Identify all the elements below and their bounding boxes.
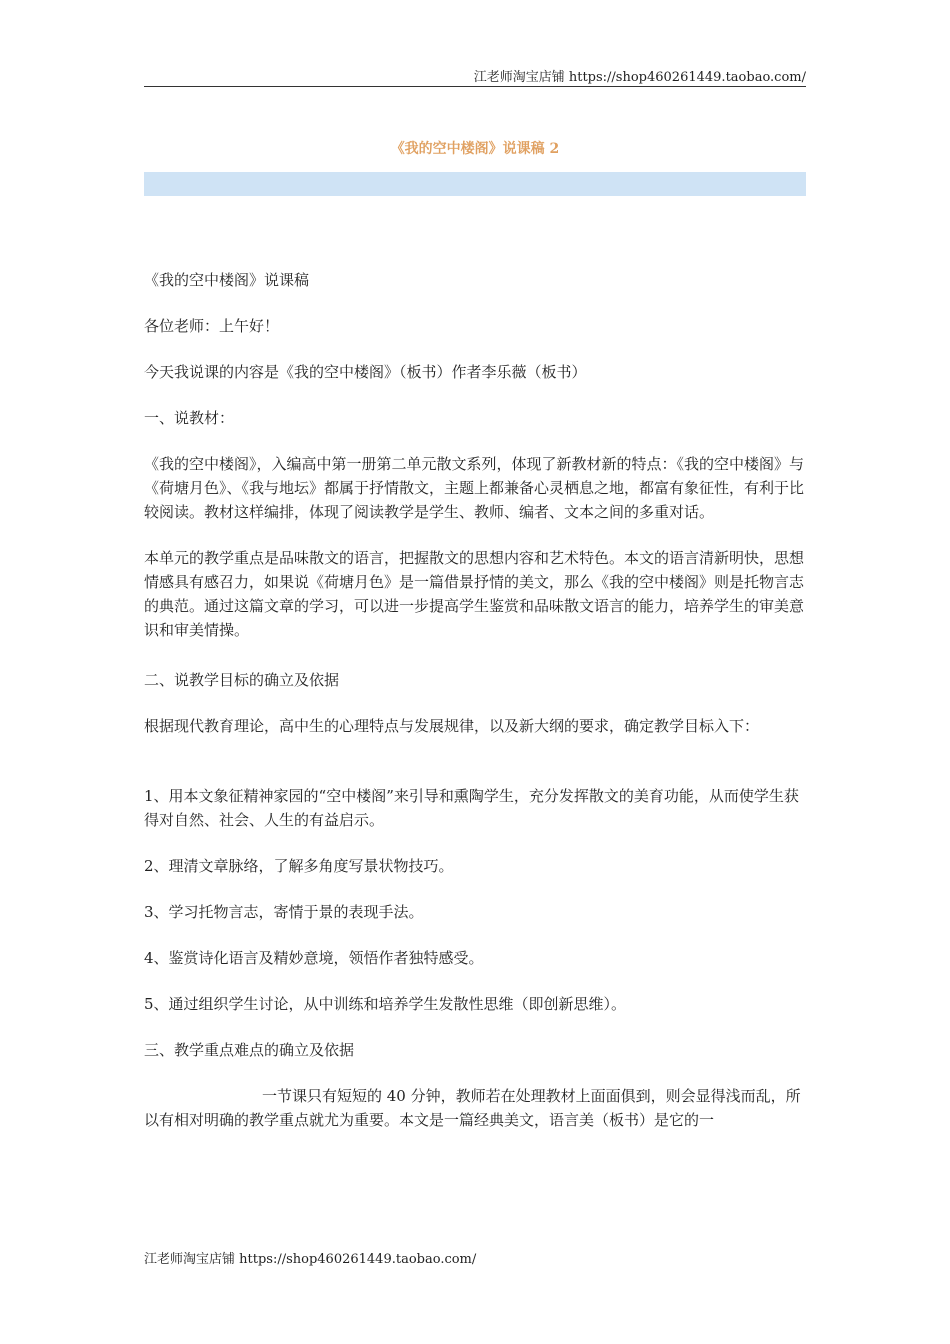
page-header: 江老师淘宝店铺 https://shop460261449.taobao.com/ [473, 70, 806, 85]
document-body [144, 268, 806, 1132]
paragraph-textbook: 《我的空中楼阁》，入编高中第一册第二单元散文系列，体现了新教材新的特点：《我的空中楼阁》与《荷塘月色》、《我与地坛》都属于抒情散文，主题上都兼备心灵栖息之地，都富有象征性，有利于比较阅读。教材这样编排，体现了阅读教学是学生、教师、编者、文本之间的多重对话。 [144, 455, 805, 521]
paragraph-key-points: 一节课只有短短的 40 分钟，教师若在处理教材上面面俱到，则会显得浅而乱，所以有相对明确的教学重点就尤为重要。本文是一篇经典美文，语言美（板书）是它的一 [144, 1087, 801, 1129]
title-highlight-bar [144, 172, 806, 196]
paragraph-greeting: 各位老师：上午好！ [144, 317, 280, 335]
goal-item: 4、鉴赏诗化语言及精妙意境，领悟作者独特感受。 [144, 949, 484, 967]
goal-item: 3、学习托物言志，寄情于景的表现手法。 [144, 903, 424, 921]
paragraph-subtitle: 《我的空中楼阁》说课稿 [144, 271, 310, 289]
goal-item: 2、理清文章脉络，了解多角度写景状物技巧。 [144, 857, 454, 875]
goal-item: 5、通过组织学生讨论，从中训练和培养学生发散性思维（即创新思维）。 [144, 995, 627, 1013]
section-heading-3: 三、教学重点难点的确立及依据 [144, 1041, 355, 1059]
goal-item: 1、用本文象征精神家园的“空中楼阁”来引导和熏陶学生，充分发挥散文的美育功能，从而使学生获得对自然、社会、人生的有益启示。 [144, 787, 799, 829]
paragraph-unit-focus: 本单元的教学重点是品味散文的语言，把握散文的思想内容和艺术特色。本文的语言清新明快，思想情感具有感召力，如果说《荷塘月色》是一篇借景抒情的美文，那么《我的空中楼阁》则是托物言志的典范。通过这篇文章的学习，可以进一步提高学生鉴赏和品味散文语言的能力，培养学生的审美意识和审美情操。 [144, 549, 805, 639]
page-footer: 江老师淘宝店铺 https://shop460261449.taobao.com/ [144, 1252, 477, 1267]
paragraph-intro: 今天我说课的内容是《我的空中楼阁》（板书）作者李乐薇（板书） [144, 363, 587, 381]
header-divider [144, 86, 806, 87]
section-heading-2: 二、说教学目标的确立及依据 [144, 671, 340, 689]
paragraph-goals-intro: 根据现代教育理论，高中生的心理特点与发展规律，以及新大纲的要求，确定教学目标入下： [144, 717, 760, 735]
section-heading-1: 一、说教材： [144, 409, 235, 427]
document-title: 《我的空中楼阁》说课稿 2 [390, 141, 560, 157]
